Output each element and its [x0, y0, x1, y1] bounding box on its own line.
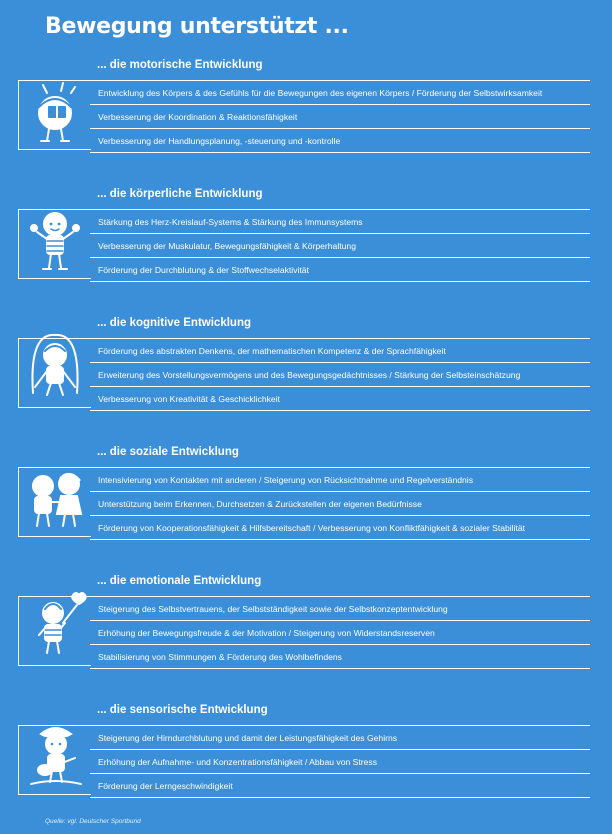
icon-frame: [18, 209, 91, 279]
child-heart-icon: [19, 571, 93, 667]
section-motorische: [18, 59, 590, 169]
list-item: Verbesserung der Muskulatur, Bewegungsfähigkeit & Körperhaltung: [90, 233, 590, 257]
section-sensorische: [18, 704, 590, 814]
section-heading: ... die emotionale Entwicklung: [97, 575, 262, 587]
two-children-icon: [19, 442, 93, 538]
list-item: Erhöhung der Aufnahme- und Konzentrationsfähigkeit / Abbau von Stress: [90, 749, 590, 773]
list-item: Erweiterung des Vorstellungsvermögens und des Bewegungsgedächtnisses / Stärkung der Selbsteinschätzung: [90, 362, 590, 386]
section-heading: ... die körperliche Entwicklung: [97, 188, 263, 200]
item-list: [90, 467, 590, 540]
child-jump-rope-icon: [19, 313, 93, 409]
section-kognitive: [18, 317, 590, 427]
list-item: Steigerung der Hirndurchblutung und damit der Leistungsfähigkeit des Gehirns: [90, 725, 590, 749]
list-item: Förderung der Lerngeschwindigkeit: [90, 773, 590, 798]
child-reading-icon: [19, 55, 93, 151]
child-juggling-icon: [19, 184, 93, 280]
source-note: Quelle: vgl. Deutscher Sportbund: [45, 818, 141, 825]
child-guitar-icon: [19, 700, 93, 796]
list-item: Verbesserung der Koordination & Reaktionsfähigkeit: [90, 104, 590, 128]
section-soziale: [18, 446, 590, 556]
list-item: Intensivierung von Kontakten mit anderen / Steigerung von Rücksichtnahme und Regelverständnis: [90, 467, 590, 491]
list-item: Förderung des abstrakten Denkens, der mathematischen Kompetenz & der Sprachfähigkeit: [90, 338, 590, 362]
list-item: Steigerung des Selbstvertrauens, der Selbstständigkeit sowie der Selbstkonzeptentwicklung: [90, 596, 590, 620]
list-item: Erhöhung der Bewegungsfreude & der Motivation / Steigerung von Widerstandsreserven: [90, 620, 590, 644]
icon-frame: [18, 596, 91, 666]
item-list: [90, 209, 590, 282]
icon-frame: [18, 725, 91, 795]
section-heading: ... die sensorische Entwicklung: [97, 704, 268, 716]
list-item: Entwicklung des Körpers & des Gefühls für die Bewegungen des eigenen Körpers / Förderung der Selbstwirksamkeit: [90, 80, 590, 104]
item-list: [90, 596, 590, 669]
icon-frame: [18, 467, 91, 537]
section-heading: ... die motorische Entwicklung: [97, 59, 263, 71]
icon-frame: [18, 338, 91, 408]
list-item: Förderung von Kooperationsfähigkeit & Hilfsbereitschaft / Verbesserung von Konfliktfähigkeit & sozialer Stabilität: [90, 515, 590, 540]
icon-frame: [18, 80, 91, 150]
list-item: Verbesserung von Kreativität & Geschicklichkeit: [90, 386, 590, 411]
item-list: [90, 725, 590, 798]
section-koerperliche: [18, 188, 590, 298]
list-item: Stabilisierung von Stimmungen & Förderung des Wohlbefindens: [90, 644, 590, 669]
list-item: Verbesserung der Handlungsplanung, -steuerung und -kontrolle: [90, 128, 590, 153]
section-heading: ... die kognitive Entwicklung: [97, 317, 251, 329]
list-item: Stärkung des Herz-Kreislauf-Systems & Stärkung des Immunsystems: [90, 209, 590, 233]
section-heading: ... die soziale Entwicklung: [97, 446, 239, 458]
page-title: Bewegung unterstützt ...: [45, 14, 349, 39]
item-list: [90, 80, 590, 153]
item-list: [90, 338, 590, 411]
list-item: Förderung der Durchblutung & der Stoffwechselaktivität: [90, 257, 590, 282]
section-emotionale: [18, 575, 590, 685]
list-item: Unterstützung beim Erkennen, Durchsetzen & Zurückstellen der eigenen Bedürfnisse: [90, 491, 590, 515]
